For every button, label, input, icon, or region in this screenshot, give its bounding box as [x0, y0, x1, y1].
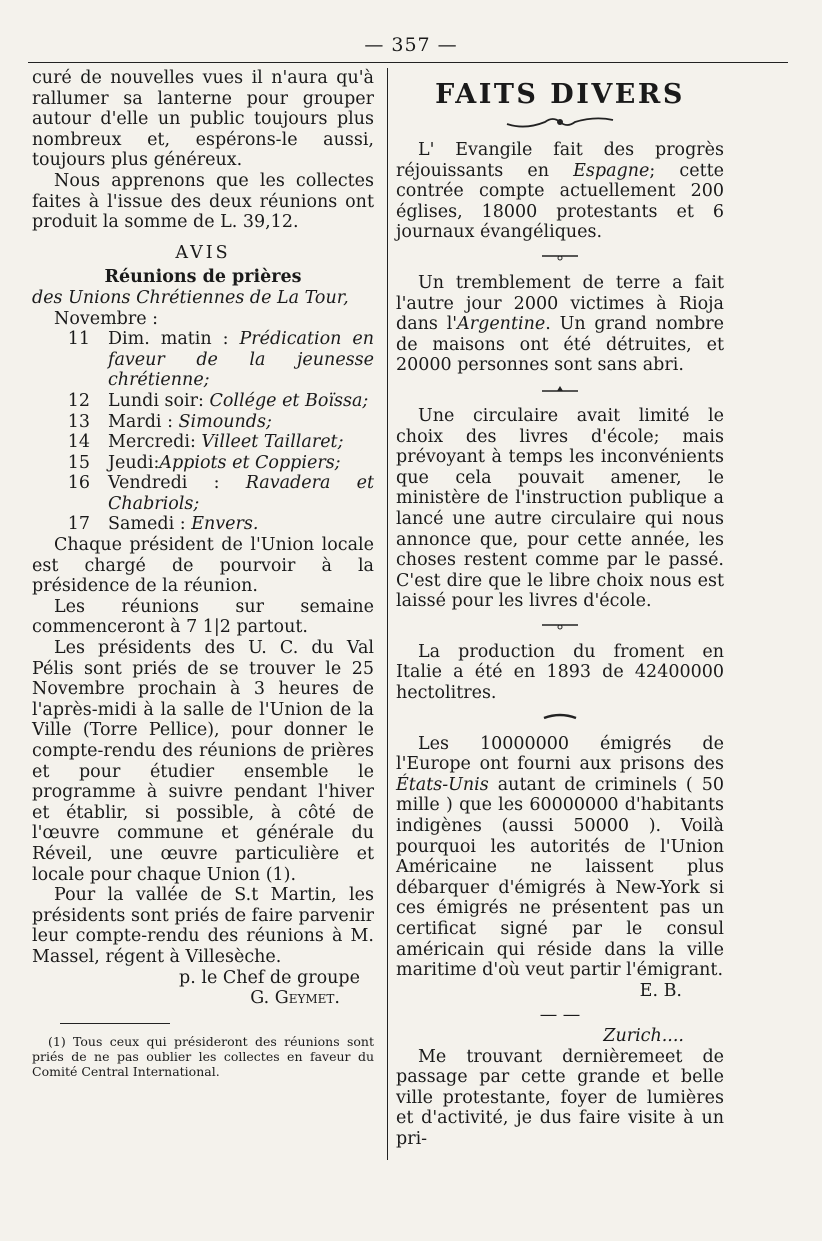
uc-paragraph: Les présidents des U. C. du Val Pélis sont priés de se trouver le 25 Novembre prochain à 3 heures de l'après-midi à la salle de l'Union de la Ville (Torre Pellice), pour donner le compte-rendu des réunions de prières et pour étudier ensemble le programme à suivre pendant l'hiver et établir, si possible, à côté de l'œuvre commune et générale du Réveil, une œuvre particulière et locale pour chaque Union (1). — [32, 638, 374, 885]
left-column — [32, 68, 374, 1079]
schedule-item — [32, 514, 374, 535]
schedule-place: Simounds; — [178, 411, 272, 432]
schedule-item — [32, 432, 374, 453]
news-item: Les 10000000 émigrés de l'Europe ont fourni aux prisons des États-Unis autant de criminels ( 50 mille ) que les 60000000 d'habitants indigènes (aussi 50000 ). Voilà pourquoi les autorités de l'Union Américaine ne laissent plus débarquer d'émigrés à New-York si ces émigrés ne présentent pas un certificat signé par le consul américain qui réside dans la ville maritime d'où veut partir l'émigrant. — [396, 733, 724, 981]
schedule-label: Lundi soir: — [108, 390, 210, 411]
intro-paragraph: curé de nouvelles vues il n'aura qu'à rallumer sa lanterne pour grouper autour d'elle un public toujours plus nombreux et, espérons-le aussi, toujours plus généreux. — [32, 68, 374, 171]
president-paragraph: Chaque président de l'Union locale est chargé de pourvoir à la présidence de la réunion. — [32, 535, 374, 597]
signature-role: p. le Chef de groupe — [179, 967, 360, 988]
section-title: FAITS DIVERS — [435, 79, 685, 110]
flourish-ornament-icon — [396, 114, 724, 136]
schedule-place: Appiots et Coppiers; — [159, 452, 341, 473]
schedule-item — [32, 473, 374, 514]
avis-heading: AVIS — [175, 242, 231, 263]
separator-ornament-icon — [396, 616, 724, 638]
schedule-place: Prédication en faveur de la jeunesse chrétienne; — [108, 329, 374, 391]
schedule-label: Dim. matin : — [108, 329, 240, 350]
schedule-label: Vendredi : — [108, 473, 246, 494]
footnote: (1) Tous ceux qui présideront des réunions sont priés de ne pas oublier les collectes en faveur du Comité Central International. — [32, 1033, 374, 1079]
footnote-rule — [60, 1023, 170, 1024]
zurich-paragraph: Me trouvant dernièremeet de passage par cette grande et belle ville protestante, foyer de lumières et d'activité, je dus faire visite à un pri- — [396, 1046, 724, 1149]
schedule-place: Ravadera et Chabriols; — [108, 473, 375, 514]
zurich-title: Zurich.... — [603, 1025, 684, 1046]
separator-ornament-icon — [396, 247, 724, 269]
collecte-paragraph: Nous apprenons que les collectes faites à l'issue des deux réunions ont produit la somme de L. 39,12. — [32, 170, 374, 233]
schedule-day: 11 — [67, 329, 90, 350]
news-item: Une circulaire avait limité le choix des livres d'école; mais prévoyant à temps les inconvénients que cela pouvait amener, le ministère de l'instruction publique a lancé une autre circulaire qui nous annonce que, pour cette année, les choses restent comme par le passé. C'est dire que le libre choix nous est laissé pour les livres d'école. — [396, 405, 724, 612]
top-rule — [28, 62, 788, 63]
schedule-label: Jeudi: — [108, 452, 160, 473]
news-item: Un tremblement de terre a fait l'autre jour 2000 victimes à Rioja dans l'Argentine. Un grand nombre de maisons ont été détruites, et 20000 personnes sont sans abri. — [396, 272, 724, 376]
schedule-label: Mercredi: — [108, 432, 202, 453]
schedule-label: Mardi : — [108, 411, 179, 432]
dash-separator: — — — [539, 1005, 581, 1026]
schedule-item — [32, 391, 374, 412]
schedule-place: Collége et Boïssa; — [209, 390, 369, 411]
schedule-item — [32, 329, 374, 391]
column-divider — [387, 68, 388, 1160]
schedule-day: 13 — [67, 411, 90, 432]
signoff: E. B. — [639, 980, 682, 1001]
reunions-title: Réunions de prières — [104, 267, 302, 288]
schedule-day: 12 — [67, 390, 90, 411]
news-item: La production du froment en Italie a été en 1893 de 42400000 hectolitres. — [396, 641, 724, 704]
schedule-label: Samedi : — [108, 514, 192, 535]
martin-paragraph: Pour la vallée de S.t Martin, les présidents sont priés de faire parvenir leur compte-rendu des réunions à M. Massel, régent à Villesèche. — [32, 885, 374, 967]
schedule-list — [32, 329, 374, 535]
schedule-day: 14 — [67, 432, 90, 453]
schedule-item — [32, 412, 374, 433]
separator-ornament-icon — [396, 380, 724, 402]
schedule-day: 16 — [67, 473, 90, 494]
reunions-subtitle: des Unions Chrétiennes de La Tour, — [32, 287, 349, 308]
page-number: — 357 — — [364, 34, 458, 56]
schedule-place: Villeet Taillaret; — [201, 432, 344, 453]
schedule-place: Envers. — [191, 514, 259, 535]
right-column — [396, 68, 724, 1150]
month-label: Novembre : — [54, 308, 159, 329]
signature-name: G. Geymet. — [250, 988, 340, 1009]
news-item: L' Evangile fait des progrès réjouissants en Espagne; cette contrée compte actuellement 200 églises, 18000 protestants et 6 journaux évangéliques. — [396, 140, 724, 243]
separator-ornament-icon — [396, 708, 724, 730]
schedule-day: 17 — [67, 514, 90, 535]
schedule-day: 15 — [67, 452, 90, 473]
semaine-paragraph: Les réunions sur semaine commenceront à 7 1|2 partout. — [32, 596, 374, 638]
schedule-item — [32, 453, 374, 474]
